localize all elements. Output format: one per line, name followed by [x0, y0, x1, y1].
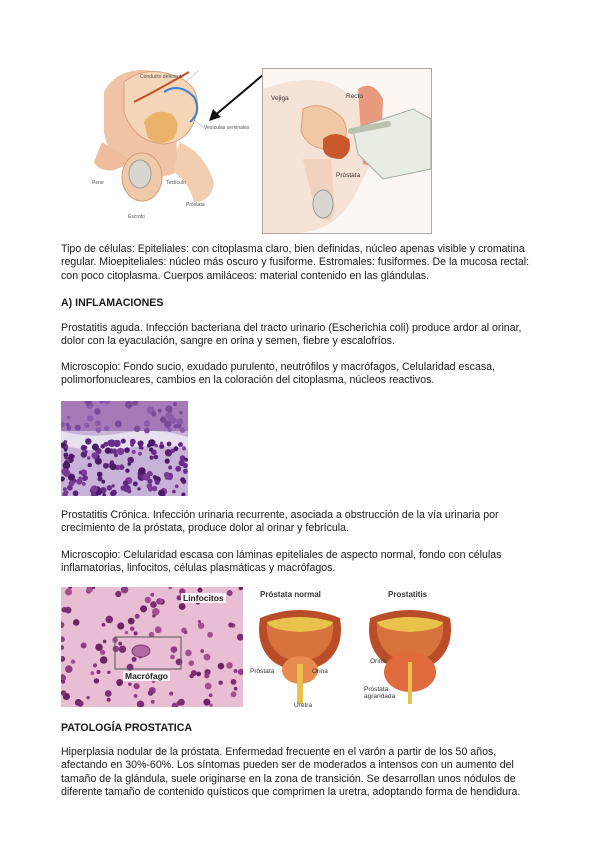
- cell-nucleus: [104, 426, 109, 431]
- normal-label-prostata: Próstata: [250, 668, 275, 675]
- cell-nucleus: [107, 698, 111, 702]
- cell-nucleus: [105, 690, 112, 697]
- paragraph-cell-types: Tipo de células: Epiteliales: con citoplasma claro, bien definidas, núcleo apenas visible y cromatina regular. Mioepiteliales: núcleo más oscuro y fusiforme. Estromales: fusiformes. De la mucosa rectal: con poco citoplasma. Cuerpos amiláceos: material contenido en las glándulas.: [61, 243, 530, 282]
- cell-nucleus: [150, 456, 154, 460]
- cell-nucleus: [179, 411, 182, 414]
- cell-nucleus: [154, 444, 158, 448]
- label-escroto: Escroto: [128, 214, 145, 220]
- cell-nucleus: [112, 448, 118, 454]
- cell-nucleus: [102, 623, 106, 627]
- cell-nucleus: [228, 623, 233, 628]
- cell-nucleus: [134, 426, 140, 432]
- cell-nucleus: [160, 442, 164, 446]
- cell-nucleus: [171, 646, 178, 653]
- label-conducto-deferente: Conducto deferente: [140, 74, 184, 80]
- cell-nucleus: [84, 423, 89, 428]
- cell-nucleus: [96, 670, 100, 674]
- cell-nucleus: [155, 480, 160, 485]
- cell-nucleus: [149, 632, 154, 637]
- cell-nucleus: [135, 614, 140, 619]
- normal-label-uretra: Uretra: [294, 702, 313, 709]
- cell-nucleus: [117, 622, 124, 629]
- cell-nucleus: [71, 660, 75, 664]
- label-vejiga: Vejiga: [271, 95, 289, 102]
- cell-nucleus: [82, 482, 86, 486]
- cell-nucleus: [107, 485, 112, 490]
- cell-nucleus: [134, 694, 138, 698]
- cell-nucleus: [149, 448, 153, 452]
- cell-nucleus: [125, 401, 133, 409]
- cell-nucleus: [167, 476, 172, 481]
- cell-nucleus: [189, 660, 195, 666]
- cell-nucleus: [92, 444, 99, 451]
- rectal-exam-illustration: [262, 68, 432, 234]
- cell-nucleus: [138, 467, 146, 475]
- cell-nucleus: [140, 605, 147, 612]
- prostatitis-label-agrandada: Próstata agrandada: [364, 686, 396, 700]
- cell-nucleus: [138, 452, 142, 456]
- cell-nucleus: [93, 663, 97, 667]
- cell-nucleus: [101, 480, 105, 484]
- paragraph-microscopio-aguda: Microscopio: Fondo sucio, exudado purulento, neutrófilos y macrófagos, Celularidad escasa, polimorfonucleares, cambios en la coloración del citoplasma, núcleos reactivos.: [61, 361, 495, 387]
- cell-nucleus: [147, 483, 153, 489]
- cell-nucleus: [227, 590, 233, 596]
- cell-nucleus: [88, 463, 92, 467]
- cell-nucleus: [115, 420, 121, 426]
- cell-nucleus: [61, 690, 66, 695]
- prostatitis-diagram: [360, 590, 460, 710]
- cell-nucleus: [178, 699, 185, 706]
- cell-nucleus: [138, 440, 144, 446]
- cell-nucleus: [159, 599, 163, 603]
- cell-nucleus: [114, 453, 118, 457]
- cell-nucleus: [171, 449, 175, 453]
- cell-nucleus: [121, 439, 126, 444]
- cell-nucleus: [130, 443, 134, 447]
- cell-nucleus: [107, 440, 114, 447]
- cell-nucleus: [105, 447, 111, 453]
- cell-nucleus: [82, 475, 88, 481]
- normal-prostate-diagram: [250, 590, 350, 710]
- cell-nucleus: [178, 442, 183, 447]
- label-recto: Recto: [346, 93, 363, 100]
- cell-nucleus: [95, 644, 102, 651]
- cell-nucleus: [184, 458, 188, 462]
- cell-nucleus: [117, 448, 124, 455]
- cell-nucleus: [203, 699, 210, 706]
- cell-nucleus: [119, 646, 126, 653]
- cell-nucleus: [160, 416, 167, 423]
- cell-nucleus: [143, 474, 150, 481]
- cell-nucleus: [204, 673, 209, 678]
- paragraph-hiperplasia: Hiperplasia nodular de la próstata. Enfermedad frecuente en el varón a partir de los 50 años, afectando en 30%-60%. Los síntomas pueden ser de moderados a intensos con un aumento del tamaño de la glándula, suele originarse en la zona de transición. Se desarrollan unos nódulos de diferente tamaño de contenido quísticos que comprimen la uretra, adoptando forma de hendidura.: [61, 746, 521, 799]
- cell-nucleus: [77, 700, 83, 706]
- cell-nucleus: [183, 469, 188, 474]
- cell-nucleus: [125, 469, 129, 473]
- cell-nucleus: [127, 664, 134, 671]
- cell-nucleus: [167, 414, 174, 421]
- cell-nucleus: [234, 669, 238, 673]
- cell-nucleus: [130, 627, 135, 632]
- label-vesiculas-seminales: Vesículas seminales: [204, 125, 250, 131]
- cell-nucleus: [76, 479, 82, 485]
- cell-nucleus: [144, 428, 150, 434]
- cell-nucleus: [66, 423, 70, 427]
- cell-nucleus: [127, 457, 134, 464]
- cell-nucleus: [110, 463, 117, 470]
- paragraph-prostatitis-cronica: Prostatitis Crónica. Infección urinaria recurrente, asociada a obstrucción de la vía urinaria por crecimiento de la próstata, produce dolor al orinar y febrícula.: [61, 509, 499, 535]
- cell-nucleus: [91, 485, 98, 492]
- cell-nucleus: [95, 420, 101, 426]
- cell-nucleus: [234, 687, 238, 691]
- cell-nucleus: [155, 626, 162, 633]
- cell-nucleus: [86, 696, 89, 699]
- histology-acute-drawing: [61, 401, 188, 496]
- cell-nucleus: [81, 643, 87, 649]
- cell-nucleus: [128, 618, 135, 625]
- cell-nucleus: [107, 671, 110, 674]
- normal-prostate-title: Próstata normal: [260, 590, 321, 599]
- cell-nucleus: [175, 484, 179, 488]
- cell-nucleus: [132, 450, 136, 454]
- cell-nucleus: [204, 654, 211, 661]
- heading-inflamaciones: A) INFLAMACIONES: [61, 297, 164, 309]
- cell-nucleus: [219, 681, 223, 685]
- cell-nucleus: [87, 415, 93, 421]
- cell-nucleus: [154, 455, 159, 460]
- cell-nucleus: [94, 408, 101, 415]
- prostatitis-title: Prostatitis: [388, 590, 428, 599]
- cell-nucleus: [180, 427, 186, 433]
- label-testiculo: Testículo: [166, 180, 186, 186]
- cell-nucleus: [132, 657, 137, 662]
- cell-nucleus: [198, 620, 201, 623]
- cell-nucleus: [63, 462, 71, 470]
- cell-nucleus: [184, 630, 188, 634]
- cell-nucleus: [231, 691, 237, 697]
- cell-nucleus: [150, 593, 154, 597]
- cell-nucleus: [177, 418, 183, 424]
- cell-nucleus: [165, 405, 172, 412]
- cell-nucleus: [124, 447, 130, 453]
- cell-nucleus: [96, 427, 101, 432]
- cell-nucleus: [61, 680, 65, 684]
- prostatitis-label-orina: Orina: [370, 658, 386, 665]
- cell-nucleus: [64, 448, 68, 452]
- cell-nucleus: [134, 683, 140, 689]
- normal-label-orina: Orina: [312, 668, 328, 675]
- cell-nucleus: [144, 420, 150, 426]
- cell-nucleus: [65, 665, 73, 673]
- cell-nucleus: [198, 623, 204, 629]
- cell-nucleus: [185, 650, 192, 657]
- cell-nucleus: [87, 456, 90, 459]
- label-prostata-small: Próstata: [186, 202, 205, 208]
- cell-nucleus: [151, 700, 155, 704]
- cell-nucleus: [218, 663, 225, 670]
- cell-nucleus: [200, 649, 204, 653]
- cell-nucleus: [106, 616, 114, 624]
- cell-nucleus: [169, 692, 173, 696]
- cell-nucleus: [134, 631, 138, 635]
- histology-image-acute: [61, 401, 188, 496]
- cell-nucleus: [173, 424, 177, 428]
- cell-nucleus: [167, 442, 172, 447]
- cell-nucleus: [75, 425, 81, 431]
- cell-nucleus: [100, 444, 105, 449]
- cell-nucleus: [205, 683, 212, 690]
- cell-nucleus: [125, 631, 128, 634]
- paragraph-prostatitis-aguda: Prostatitis aguda. Infección bacteriana del tracto urinario (Escherichia coli) produce ardor al orinar, dolor con la eyaculación, sangre en orina y semen, fiebre y escalofríos.: [61, 322, 522, 348]
- cell-nucleus: [85, 438, 91, 444]
- cell-nucleus: [69, 480, 75, 486]
- cell-nucleus: [181, 479, 186, 484]
- heading-patologia-prostatica: PATOLOGÍA PROSTATICA: [61, 722, 193, 734]
- cell-nucleus: [198, 588, 203, 593]
- cell-nucleus: [115, 591, 121, 597]
- paragraph-microscopio-cronica: Microscopio: Celularidad escasa con láminas epiteliales de aspecto normal, fondo con células inflamatorias, linfocitos, células plasmáticas y macrófagos.: [61, 549, 502, 575]
- cell-nucleus: [65, 588, 72, 595]
- cell-nucleus: [73, 490, 79, 496]
- cell-nucleus: [145, 597, 151, 603]
- cell-nucleus: [209, 693, 213, 697]
- cell-nucleus: [150, 601, 157, 608]
- cell-nucleus: [173, 402, 177, 406]
- label-macrofago: Macrófago: [125, 671, 168, 681]
- cell-nucleus: [118, 642, 122, 646]
- cell-nucleus: [209, 704, 212, 707]
- cell-nucleus: [84, 446, 88, 450]
- label-prostata: Próstata: [336, 172, 361, 179]
- label-linfocitos: Linfocitos: [183, 593, 224, 603]
- cell-nucleus: [94, 678, 99, 683]
- cell-nucleus: [97, 472, 103, 478]
- cell-nucleus: [113, 440, 120, 447]
- cell-nucleus: [158, 409, 162, 413]
- cell-nucleus: [103, 463, 109, 469]
- cell-nucleus: [196, 672, 201, 677]
- cell-nucleus: [207, 632, 213, 638]
- cell-nucleus: [123, 480, 128, 485]
- cell-nucleus: [91, 671, 95, 675]
- histology-image-chronic: [61, 587, 243, 707]
- cell-nucleus: [182, 446, 186, 450]
- cell-nucleus: [179, 603, 186, 610]
- cell-nucleus: [111, 484, 114, 487]
- cell-nucleus: [152, 614, 155, 617]
- cell-nucleus: [175, 466, 181, 472]
- histology-chronic-drawing: [61, 587, 243, 707]
- cell-nucleus: [151, 411, 156, 416]
- cell-nucleus: [103, 640, 107, 644]
- cell-nucleus: [79, 471, 83, 475]
- cell-nucleus: [183, 463, 188, 468]
- cell-nucleus: [69, 454, 74, 459]
- cell-nucleus: [62, 607, 67, 612]
- cell-nucleus: [191, 670, 197, 676]
- cell-nucleus: [167, 427, 172, 432]
- cell-nucleus: [148, 439, 155, 446]
- cell-nucleus: [137, 487, 140, 490]
- cell-nucleus: [67, 416, 71, 420]
- cell-nucleus: [231, 679, 237, 685]
- cell-nucleus: [128, 683, 131, 686]
- cell-nucleus: [100, 656, 108, 664]
- cell-nucleus: [140, 446, 143, 449]
- label-pene: Pene: [92, 180, 104, 186]
- cell-nucleus: [168, 466, 172, 470]
- cell-nucleus: [123, 485, 130, 492]
- cell-nucleus: [148, 690, 153, 695]
- cell-nucleus: [172, 490, 176, 494]
- cell-nucleus: [63, 470, 70, 477]
- cell-nucleus: [170, 655, 175, 660]
- normal-prostate-drawing: [255, 608, 345, 708]
- cell-nucleus: [100, 650, 105, 655]
- cell-nucleus: [165, 459, 170, 464]
- cell-nucleus: [113, 646, 119, 652]
- cell-nucleus: [133, 481, 138, 486]
- cell-nucleus: [226, 662, 233, 669]
- cell-nucleus: [73, 619, 80, 626]
- cell-nucleus: [92, 452, 99, 459]
